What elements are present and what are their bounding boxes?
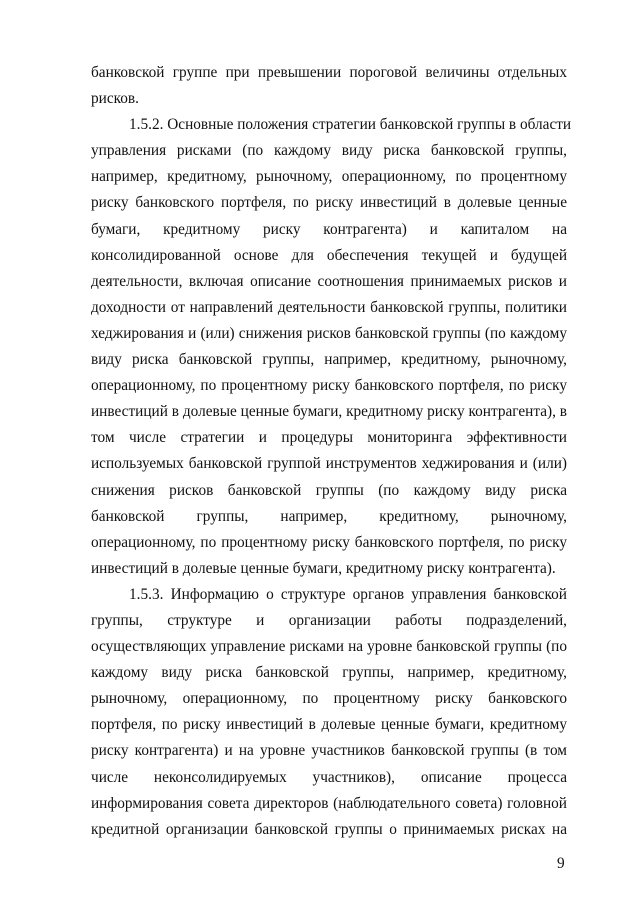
text-line: операционному, по процентному риску банковского портфеля, по риску [91, 377, 567, 395]
text-line: управления рисками (по каждому виду риска банковской группы, [91, 142, 567, 160]
text-line: рисков. [91, 90, 139, 108]
page-number: 9 [557, 855, 565, 872]
text-line: бумаги, кредитному риску контрагента) и капиталом на [91, 220, 567, 238]
text-line: например, кредитному, рыночному, операционному, по процентному [91, 168, 567, 186]
paragraph-1-5-3-first-line: 1.5.3. Информацию о структуре органов управления банковской [129, 585, 567, 603]
text-line: информирования совета директоров (наблюдательного совета) головной [91, 794, 567, 812]
text-line: том числе стратегии и процедуры мониторинга эффективности [91, 429, 567, 447]
text-line: банковской группы, например, кредитному, рыночному, [91, 507, 567, 525]
text-line: группы, структуре и организации работы подразделений, [91, 611, 567, 629]
text-line: консолидированной основе для обеспечения текущей и будущей [91, 246, 567, 264]
text-line: инвестиций в долевые ценные бумаги, кредитному риску контрагента), в [91, 403, 567, 421]
text-line: хеджирования и (или) снижения рисков банковской группы (по каждому [91, 324, 567, 342]
text-line: снижения рисков банковской группы (по каждому виду риска [91, 481, 567, 499]
text-line: риску контрагента) и на уровне участников банковской группы (в том [91, 742, 567, 760]
text-line: виду риска банковской группы, например, кредитному, рыночному, [91, 351, 567, 369]
text-line: рыночному, операционному, по процентному риску банковского [91, 690, 567, 708]
text-line: доходности от направлений деятельности банковской группы, политики [91, 298, 567, 316]
paragraph-1-5-2-first-line: 1.5.2. Основные положения стратегии банковской группы в области [129, 116, 572, 134]
text-line: операционному, по процентному риску банковского портфеля, по риску [91, 533, 567, 551]
document-body [91, 60, 572, 843]
text-line: осуществляющих управление рисками на уровне банковской группы (по [91, 638, 567, 656]
text-line: используемых банковской группой инструментов хеджирования и (или) [91, 455, 567, 473]
text-line: кредитной организации банковской группы о принимаемых рисках на [91, 820, 567, 838]
text-line: числе неконсолидируемых участников), описание процесса [91, 768, 567, 786]
text-line: портфеля, по риску инвестиций в долевые ценные бумаги, кредитному [91, 716, 567, 734]
text-line: деятельности, включая описание соотношения принимаемых рисков и [91, 272, 567, 290]
text-line: риску банковского портфеля, по риску инвестиций в долевые ценные [91, 194, 567, 212]
text-line: банковской группе при превышении пороговой величины отдельных [91, 64, 567, 81]
text-line: инвестиций в долевые ценные бумаги, кредитному риску контрагента). [91, 559, 556, 577]
text-line: каждому виду риска банковской группы, например, кредитному, [91, 664, 567, 682]
